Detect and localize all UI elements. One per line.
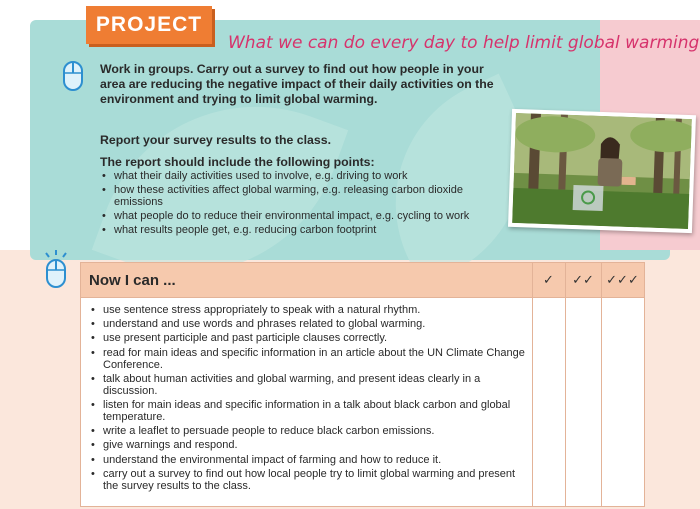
- project-label: PROJECT: [86, 6, 212, 44]
- now-i-can-list: [89, 304, 529, 494]
- check-column-one: ✓: [543, 272, 554, 287]
- report-points-list: [100, 170, 510, 238]
- points-heading: The report should include the following points:: [100, 155, 375, 169]
- list-item: • read for main ideas and specific information in an article about the UN Climate Change Conference.: [89, 347, 529, 371]
- list-item: • use sentence stress appropriately to speak with a natural rhythm.: [89, 304, 529, 316]
- check-column-three: ✓✓✓: [606, 272, 639, 287]
- list-item: • what results people get, e.g. reducing carbon footprint: [100, 224, 510, 236]
- task-instruction: Work in groups. Carry out a survey to find out how people in your area are reducing the negative impact of their daily activities on the environment and trying to limit global warming.: [100, 62, 494, 106]
- mouse-check-icon: [42, 250, 70, 290]
- list-item: • use present participle and past participle clauses correctly.: [89, 332, 529, 344]
- now-i-can-heading: Now I can ...: [89, 272, 176, 289]
- list-item: • talk about human activities and global warming, and present ideas clearly in a discussion.: [89, 373, 529, 397]
- column-divider: [565, 263, 566, 506]
- task-report: Report your survey results to the class.: [100, 133, 331, 147]
- column-divider: [532, 263, 533, 506]
- project-subtitle: What we can do every day to help limit global warming: [228, 33, 700, 53]
- mouse-icon: [62, 60, 84, 92]
- self-check-header-row: [81, 263, 644, 298]
- list-item: • understand the environmental impact of farming and how to reduce it.: [89, 454, 529, 466]
- forest-photo-illustration: [512, 113, 692, 229]
- list-item: • listen for main ideas and specific information in a talk about black carbon and global temperature.: [89, 399, 529, 423]
- photo-volunteer-recycling: [508, 109, 696, 233]
- list-item: • carry out a survey to find out how local people try to limit global warming and present the survey results to the class.: [89, 468, 529, 492]
- list-item: • how these activities affect global warming, e.g. releasing carbon dioxide emissions: [100, 184, 510, 208]
- list-item: • give warnings and respond.: [89, 439, 529, 451]
- list-item: • write a leaflet to persuade people to reduce black carbon emissions.: [89, 425, 529, 437]
- list-item: • understand and use words and phrases related to global warming.: [89, 318, 529, 330]
- self-check-table: [80, 262, 645, 507]
- column-divider: [601, 263, 602, 506]
- check-column-two: ✓✓: [572, 272, 594, 287]
- list-item: • what people do to reduce their environmental impact, e.g. cycling to work: [100, 210, 510, 222]
- list-item: • what their daily activities used to involve, e.g. driving to work: [100, 170, 510, 182]
